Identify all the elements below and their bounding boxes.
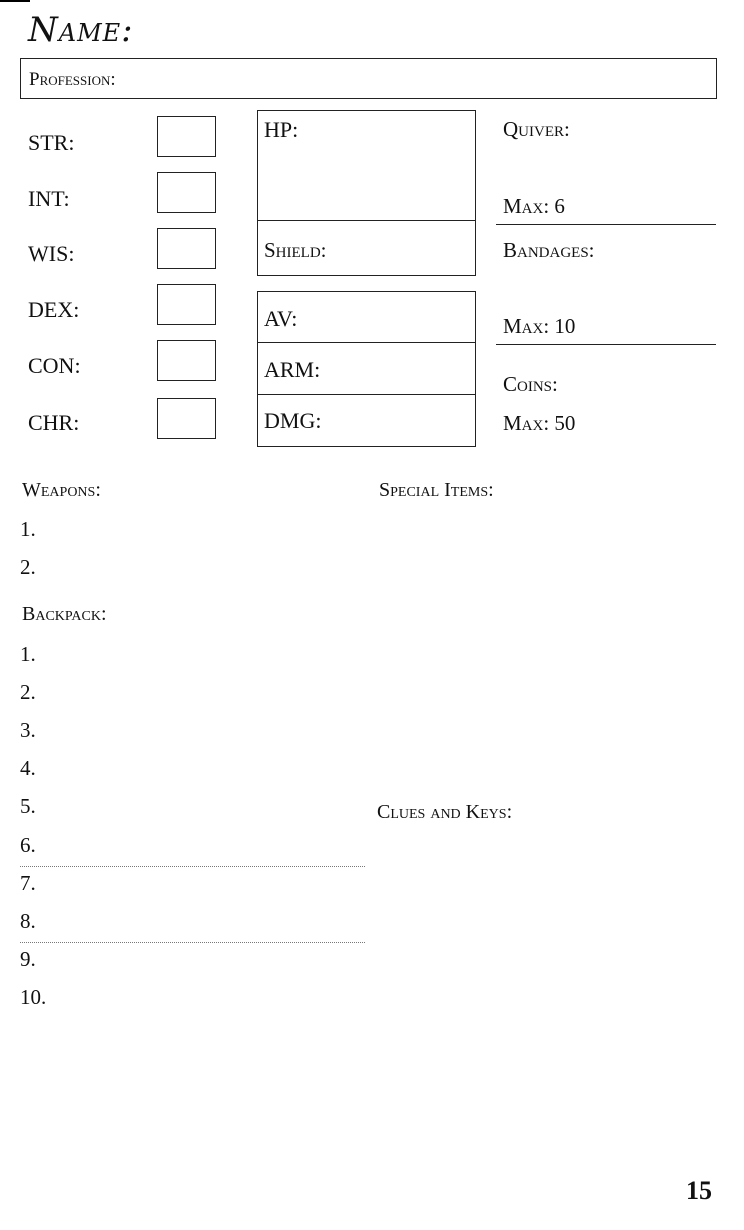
profession-label: Profession: [29,69,116,90]
arm-divider [258,394,475,395]
backpack-slot-4[interactable]: 4. [20,756,36,780]
corner-mark [0,0,30,2]
page-number: 15 [686,1176,712,1205]
con-box[interactable] [157,340,216,381]
backpack-slot-8[interactable]: 8. [20,909,36,933]
bandages-divider [496,344,716,345]
shield-label: Shield: [264,238,327,262]
quiver-divider [496,224,716,225]
con-label: CON: [28,353,81,378]
av-label: AV: [264,306,298,331]
bandages-max-text: Max: 10 [503,314,576,338]
dex-label: DEX: [28,297,80,322]
backpack-slot-2[interactable]: 2. [20,680,36,704]
backpack-slot-3[interactable]: 3. [20,718,36,742]
hp-shield-box [257,110,476,276]
special-items-label: Special Items: [379,479,494,501]
quiver-max [503,194,565,219]
weapon-slot-1[interactable]: 1. [20,517,36,541]
weapon-slot-2[interactable]: 2. [20,555,36,579]
combat-stats-box [257,291,476,447]
dmg-label: DMG: [264,408,322,433]
backpack-slot-9[interactable]: 9. [20,947,36,971]
clues-and-keys-label: Clues and Keys: [377,801,513,823]
chr-box[interactable] [157,398,216,439]
backpack-label: Backpack: [22,603,107,625]
coins-label: Coins: [503,372,558,396]
weapons-label: Weapons: [22,479,101,501]
arm-label: ARM: [264,357,321,382]
hp-shield-divider [258,220,475,221]
hp-label: HP: [264,117,299,142]
backpack-slot-10[interactable]: 10. [20,985,47,1009]
int-box[interactable] [157,172,216,213]
backpack-divider-1 [20,866,365,867]
backpack-slot-1[interactable]: 1. [20,642,36,666]
bandages-label: Bandages: [503,238,595,262]
quiver-max-text: Max: 6 [503,194,565,218]
backpack-slot-7[interactable]: 7. [20,871,36,895]
wis-box[interactable] [157,228,216,269]
str-box[interactable] [157,116,216,157]
chr-label: CHR: [28,410,80,435]
backpack-slot-5[interactable]: 5. [20,794,36,818]
backpack-divider-2 [20,942,365,943]
quiver-label: Quiver: [503,117,570,141]
name-label: Name: [28,10,134,50]
dex-box[interactable] [157,284,216,325]
int-label: INT: [28,186,70,211]
wis-label: WIS: [28,241,75,266]
coins-max-text: Max: 50 [503,411,576,435]
coins-max [503,411,575,436]
profession-field[interactable] [20,58,717,99]
bandages-max [503,314,575,339]
backpack-slot-6[interactable]: 6. [20,833,36,857]
str-label: STR: [28,130,75,155]
av-divider [258,342,475,343]
